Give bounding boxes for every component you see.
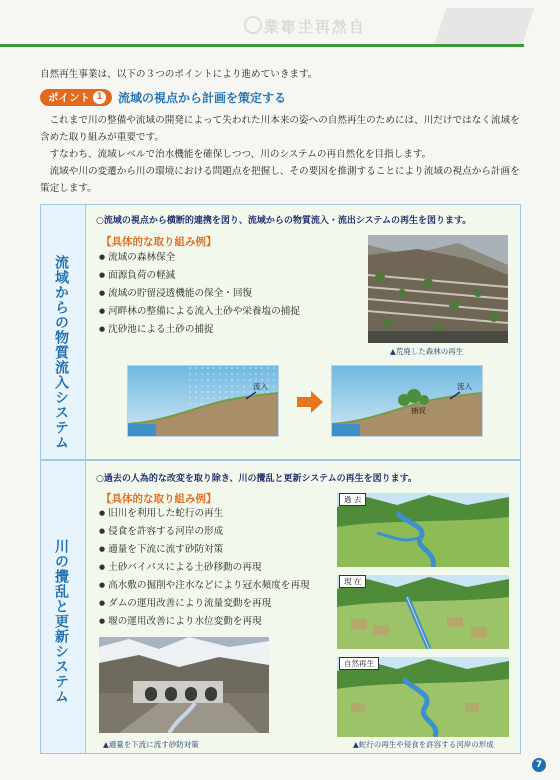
section2-side-title: 川の攪乱と更新システム	[53, 539, 69, 704]
point-title: 流域の視点から計画を策定する	[118, 90, 287, 105]
section1-side-title: 流域からの物質流入システム	[53, 255, 69, 450]
diagram-before-label: 流入	[253, 382, 268, 391]
list-item: ● 堰の運用改善により水位変動を再現	[99, 613, 310, 631]
map-caption: ▲蛇行の再生や侵食を許容する河岸の形成	[353, 740, 494, 749]
point-badge	[40, 89, 112, 106]
list-item: ● 流域の森林保全	[99, 249, 300, 267]
list-item: ● 高水敷の掘削や注水などにより冠水頻度を再現	[99, 577, 310, 595]
body-text	[40, 112, 520, 197]
diagram-after	[331, 365, 483, 437]
dam-photo-image	[99, 637, 269, 733]
list-item: ● 土砂バイパスによる土砂移動の再現	[99, 559, 310, 577]
forest-photo-caption: ▲荒廃した森林の再生	[390, 347, 464, 356]
stage-label-past: 過 去	[339, 493, 366, 506]
stage-label-restored: 自然再生	[339, 657, 379, 670]
point-label: ポイント	[48, 91, 90, 104]
section1-lead: ○流域の視点から横断的連携を図り、流域からの物質流入・流出システムの再生を図ります。	[96, 216, 472, 226]
point-number: 1	[93, 91, 106, 104]
list-item: ● 面源負荷の軽減	[99, 267, 300, 285]
list-item: ● 侵食を許容する河岸の形成	[99, 523, 310, 541]
diagram-after-label: 流入	[457, 382, 472, 391]
forest-photo	[368, 235, 508, 343]
section2-subtitle: 【具体的な取り組み例】	[101, 493, 217, 505]
section1-subtitle: 【具体的な取り組み例】	[101, 236, 217, 248]
header-circle-icon	[244, 16, 262, 34]
diagram-after-image	[332, 366, 482, 436]
body-paragraph: 流域や川の変遷から川の環境における問題点を把握し、その要因を推測することにより流域の視点から計画を策定します。	[40, 166, 520, 194]
body-paragraph: これまで川の整備や流域の開発によって失われた川本来の姿への自然再生のためには、川だけではなく流域を含めた取り組みが重要です。	[40, 115, 520, 143]
arrow-right-icon	[297, 391, 323, 413]
dam-photo-caption: ▲適量を下流に流す砂防対策	[103, 740, 199, 749]
list-item: ● 河畔林の整備による流入土砂や栄養塩の捕捉	[99, 303, 300, 321]
list-item: ● 流域の貯留浸透機能の保全・回復	[99, 285, 300, 303]
forest-photo-image	[368, 235, 508, 343]
section1-list	[99, 249, 300, 339]
intro-text: 自然再生事業は、以下の３つのポイントにより進めていきます。	[40, 69, 318, 80]
header-tab-shape	[434, 8, 534, 46]
point-heading	[40, 88, 286, 106]
list-item: ● 適量を下流に流す砂防対策	[99, 541, 310, 559]
section2-side-panel	[41, 461, 86, 753]
stage-label-present: 現 在	[339, 575, 366, 588]
section2-lead: ○過去の人為的な改変を取り除き、川の攪乱と更新システムの再生を図ります。	[96, 474, 417, 484]
page-number: 7	[532, 758, 546, 772]
body-paragraph: すなわち、流域レベルで治水機能を確保しつつ、川のシステムの再自然化を目指します。	[49, 149, 432, 160]
dam-photo	[99, 637, 269, 733]
header-rule	[0, 44, 524, 47]
section-river-disturbance	[40, 460, 521, 754]
diagram-before	[127, 365, 279, 437]
diagram-after-sublabel: 捕捉	[411, 406, 426, 415]
section-sediment-inflow	[40, 204, 521, 460]
list-item: ● ダムの運用改善により流量変動を再現	[99, 595, 310, 613]
header-title: 自然再生事業	[262, 18, 365, 36]
section2-list	[99, 505, 310, 631]
list-item: ● 沈砂池による土砂の捕捉	[99, 321, 300, 339]
section1-side-panel	[41, 205, 86, 459]
list-item: ● 旧川を利用した蛇行の再生	[99, 505, 310, 523]
diagram-before-image	[128, 366, 278, 436]
